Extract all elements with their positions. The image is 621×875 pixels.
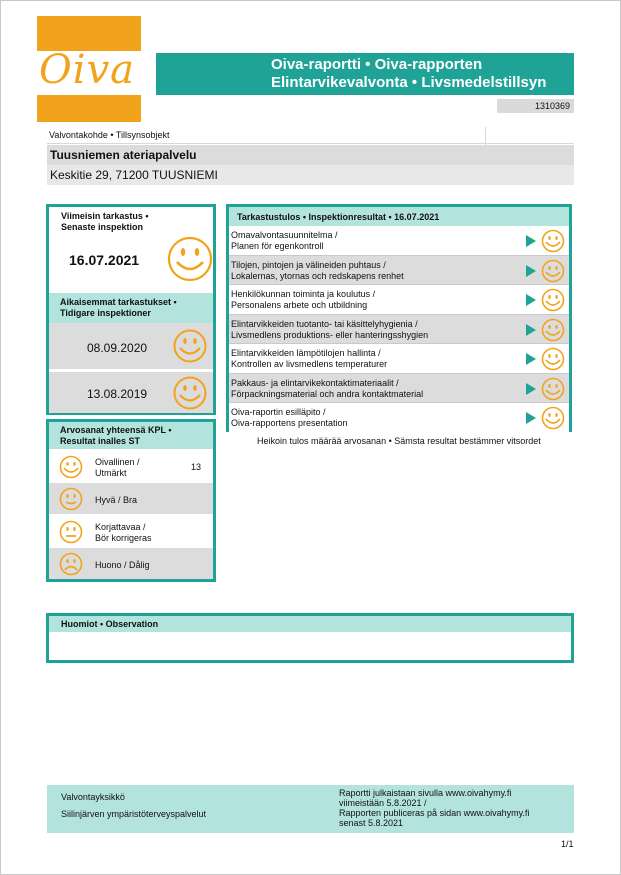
grades-label-1: Arvosanat yhteensä KPL • — [60, 425, 172, 435]
play-arrow-icon — [526, 235, 536, 247]
smiley-excellent-icon — [541, 406, 565, 430]
report-banner — [156, 53, 574, 95]
result-label-1: Oiva-raportin esilläpito / — [231, 407, 326, 417]
latest-date: 16.07.2021 — [69, 252, 140, 268]
previous-label-1: Aikaisemmat tarkastukset • — [60, 297, 177, 307]
play-arrow-icon — [526, 324, 536, 336]
play-arrow-icon — [526, 383, 536, 395]
smiley-neutral-icon — [59, 520, 83, 544]
smiley-excellent-icon — [173, 329, 207, 363]
previous-label-2: Tidigare inspektioner — [60, 308, 151, 318]
banner-title-1: Oiva-raportti • Oiva-rapporten — [271, 56, 483, 73]
result-label — [231, 319, 428, 341]
page-number: 1/1 — [561, 839, 574, 849]
result-label-1: Tilojen, pintojen ja välineiden puhtaus / — [231, 259, 386, 270]
smiley-excellent-icon — [167, 236, 213, 282]
latest-label — [61, 211, 149, 233]
grade-count: 13 — [191, 462, 202, 472]
previous-header — [49, 293, 213, 323]
unit-name: Siilinjärven ympäristöterveyspalvelut — [61, 809, 207, 819]
result-row — [229, 403, 569, 433]
smiley-excellent-icon — [59, 455, 83, 479]
smiley-excellent-icon — [541, 377, 565, 401]
result-label-2: Oiva-rapportens presentation — [231, 418, 348, 428]
result-label — [231, 230, 338, 252]
result-label-2: Planen för egenkontroll — [231, 241, 324, 251]
result-label — [231, 289, 375, 311]
publication-line: viimeistään 5.8.2021 / — [339, 798, 427, 808]
result-label-2: Lokalernas, ytornas och redskapens renhet — [231, 270, 404, 281]
results-note: Heikoin tulos määrää arvosanan • Sämsta resultat bestämmer vitsordet — [257, 436, 541, 446]
latest-label-1: Viimeisin tarkastus • — [61, 211, 149, 221]
grades-header — [49, 422, 213, 449]
grade-label-1: Oivallinen / — [95, 457, 140, 467]
grade-row — [49, 449, 213, 483]
smiley-excellent-icon — [541, 229, 565, 253]
target-name: Tuusniemen ateriapalvelu — [47, 145, 574, 165]
result-label — [231, 378, 423, 400]
smiley-excellent-icon — [541, 318, 565, 342]
play-arrow-icon — [526, 353, 536, 365]
play-arrow-icon — [526, 412, 536, 424]
inspection-history-box — [46, 204, 216, 415]
observations-header — [49, 616, 571, 632]
result-label-2: Förpackningsmaterial och andra kontaktmaterial — [231, 388, 424, 399]
grade-label: Huono / Dålig — [95, 560, 150, 570]
grades-label-2: Resultat inalles ST — [60, 436, 141, 446]
result-label — [231, 348, 387, 370]
smiley-excellent-icon — [173, 376, 207, 410]
smiley-good-icon — [59, 487, 83, 511]
result-row — [229, 315, 569, 345]
result-row — [229, 374, 569, 404]
grade-label-1: Korjattavaa / — [95, 522, 146, 532]
grade-label — [95, 522, 152, 544]
smiley-excellent-icon — [541, 347, 565, 371]
previous-date: 08.09.2020 — [87, 341, 148, 355]
grade-label: Hyvä / Bra — [95, 495, 138, 505]
publication-info — [339, 788, 529, 828]
result-label-1: Omavalvontasuunnitelma / — [231, 230, 338, 240]
result-label-2: Livsmedlens produktions- eller hanteringsshygien — [231, 329, 429, 340]
unit-label: Valvontayksikkö — [61, 792, 125, 802]
publication-line: Rapporten publiceras på sidan www.oivahymy.fi — [339, 808, 530, 818]
previous-date: 13.08.2019 — [87, 387, 148, 401]
logo-text: Oiva — [39, 47, 136, 93]
result-row — [229, 344, 569, 374]
footer — [47, 785, 574, 833]
result-label-2: Personalens arbete och utbildning — [231, 300, 368, 310]
divider — [47, 143, 574, 144]
grade-row — [49, 514, 213, 548]
previous-row — [49, 323, 213, 369]
result-label-1: Elintarvikkeiden lämpötilojen hallinta / — [231, 348, 381, 358]
results-header — [229, 207, 569, 226]
results-header-text: Tarkastustulos • Inspektionresultat • 16.07.2021 — [237, 212, 440, 222]
result-label-1: Pakkaus- ja elintarvikekontaktimateriaalit / — [231, 377, 399, 388]
banner-title-2: Elintarvikevalvonta • Livsmedelstillsyn — [271, 74, 547, 91]
result-label — [231, 260, 404, 282]
grade-row — [49, 548, 213, 579]
result-label-1: Henkilökunnan toiminta ja koulutus / — [231, 289, 376, 299]
play-arrow-icon — [526, 265, 536, 277]
publication-line: Raportti julkaistaan sivulla www.oivahymy.fi — [339, 788, 512, 798]
smiley-excellent-icon — [541, 288, 565, 312]
grade-label — [95, 457, 140, 479]
grade-label-2: Bör korrigeras — [95, 533, 152, 543]
grade-row — [49, 483, 213, 514]
latest-label-2: Senaste inspektion — [61, 222, 144, 232]
grades-box — [46, 419, 216, 582]
result-row — [229, 226, 569, 256]
target-label: Valvontakohde • Tillsynsobjekt — [49, 130, 170, 140]
publication-line: senast 5.8.2021 — [339, 818, 404, 828]
results-box — [226, 204, 572, 432]
play-arrow-icon — [526, 294, 536, 306]
result-row — [229, 285, 569, 315]
observations-box — [46, 613, 574, 663]
observations-title: Huomiot • Observation — [61, 619, 159, 629]
result-label — [231, 407, 348, 429]
previous-row — [49, 372, 213, 413]
smiley-excellent-icon — [541, 259, 565, 283]
result-label-1: Elintarvikkeiden tuotanto- tai käsittelyhygienia / — [231, 318, 418, 329]
grade-label-2: Utmärkt — [95, 468, 127, 478]
smiley-poor-icon — [59, 552, 83, 576]
result-label-2: Kontrollen av livsmedlens temperaturer — [231, 359, 388, 369]
target-address: Keskitie 29, 71200 TUUSNIEMI — [47, 165, 574, 185]
report-id: 1310369 — [497, 99, 574, 113]
result-row — [229, 256, 569, 286]
